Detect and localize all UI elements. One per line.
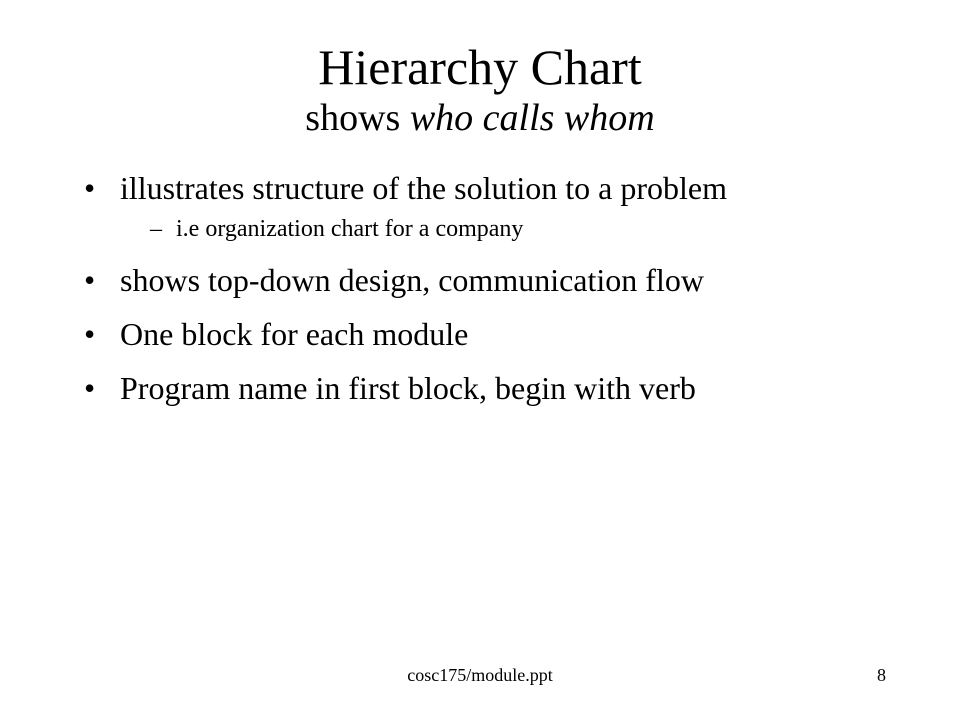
subtitle-plain: shows — [305, 97, 410, 139]
footer-page-number: 8 — [877, 665, 886, 685]
bullet-item — [84, 314, 924, 354]
bullet-item — [84, 260, 924, 300]
subtitle-italic: who calls whom — [409, 97, 655, 139]
bullet-dot-icon: • — [84, 262, 96, 298]
bullet-text: Program name in first block, begin with verb — [120, 370, 696, 406]
bullet-text: illustrates structure of the solution to a problem — [120, 170, 727, 206]
bullet-text: shows top-down design, communication flow — [120, 262, 704, 298]
sub-bullet-dash-icon: – — [150, 216, 162, 242]
bullet-item — [84, 168, 924, 208]
sub-bullet-item — [124, 214, 924, 244]
bullet-dot-icon: • — [84, 370, 96, 406]
bullet-text: One block for each module — [120, 316, 469, 352]
title-subtitle — [0, 96, 960, 140]
sub-bullet-text: i.e organization chart for a company — [176, 216, 524, 242]
title-main: Hierarchy Chart — [318, 39, 642, 95]
bullet-dot-icon: • — [84, 170, 96, 206]
footer-filename: cosc175/module.ppt — [407, 665, 553, 685]
bullet-list — [84, 168, 924, 422]
bullet-item — [84, 368, 924, 408]
slide-title — [0, 38, 960, 140]
bullet-dot-icon: • — [84, 316, 96, 352]
